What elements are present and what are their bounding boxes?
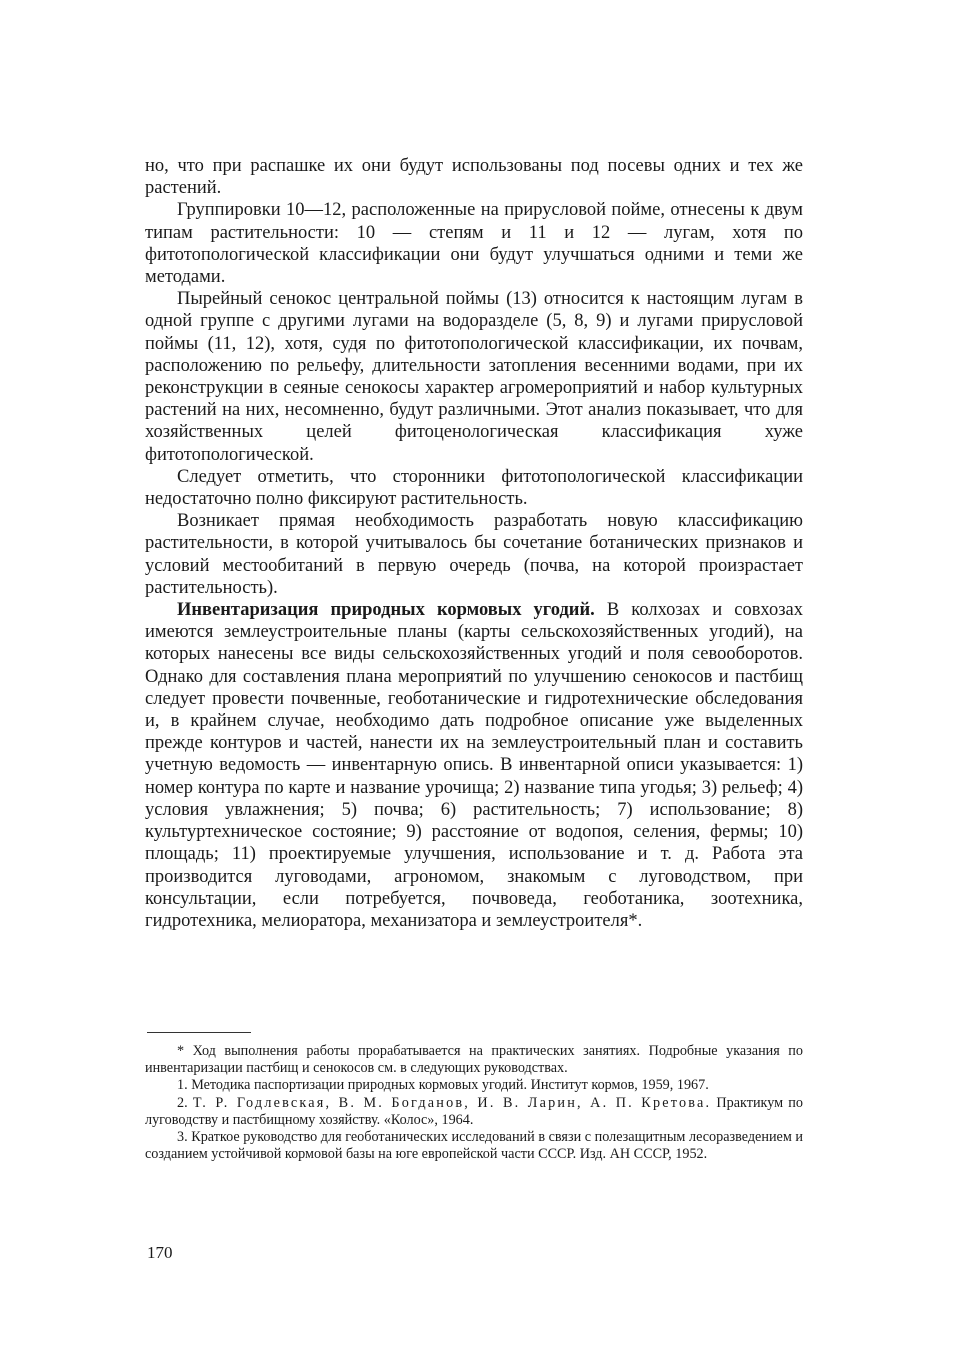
- paragraph-new-classification: Возникает прямая необходимость разработать новую классификацию растительности, в которой учитывалось бы сочетание ботанических признаков и условий местообитаний в первую очередь (почва, на которой произрастает растительность).: [145, 511, 803, 598]
- paragraph-wheatgrass-hayfield: Пырейный сенокос центральной поймы (13) относится к настоящим лугам в одной группе с другими лугами на водоразделе (5, 8, 9) и лугами прирусловой поймы (11, 12), хотя, судя по фитотопологической классификации, их почвам, расположению по рельефу, длительности затопления весенними водами, при их реконструкции в сеяные сенокосы характер агромероприятий и набор культурных растений на них, несомненно, будут различными. Этот анализ показывает, что для хозяйственных целей фитоценологическая классификация хуже фитотопологической.: [145, 289, 803, 465]
- footnote-ref-2-number: 2.: [177, 1094, 193, 1111]
- paragraph-continuation: но, что при распашке их они будут использованы под посевы одних и тех же растений.: [145, 156, 803, 199]
- footnotes-block: [145, 1043, 803, 1163]
- section-text-inventory: В колхозах и совхозах имеются землеустроительные планы (карты сельскохозяйственных угодий), на которых нанесены все виды сельскохозяйственных угодий и поля севооборотов. Однако для составления плана мероприятий по улучшению сенокосов и пастбищ следует провести почвенные, геоботанические и гидротехнические обследования и, в крайнем случае, необходимо дать подробное описание уже выделенных прежде контуров и частей, нанести их на землеустроительный план и составить учетную ведомость — инвентарную опись. В инвентарной описи указывается: 1) номер контура по карте и название урочища; 2) название типа угодья; 3) рельеф; 4) условия увлажнения; 5) почва; 6) растительность; 7) использование; 8) культуртехническое состояние; 9) расстояние от водопоя, селения, фермы; 10) площадь; 11) проектируемые улучшения, использование и т. д. Работа эта производится луговодами, агрономом, знакомым с луговодством, при консультации, если потребуется, почвоведа, геоботаника, зоотехника, гидротехника, мелиоратора, механизатора и землеустроителя*.: [145, 600, 803, 931]
- paragraph-groupings: Группировки 10—12, расположенные на прирусловой пойме, отнесены к двум типам растительности: 10 — степям и 11 и 12 — лугам, хотя по фитотопологической классификации они будут улучшаться одними и теми же методами.: [145, 200, 803, 288]
- footnote-ref-1: 1. Методика паспортизации природных кормовых угодий. Институт кормов, 1959, 1967.: [177, 1077, 709, 1094]
- section-heading-inventory: Инвентаризация природных кормовых угодий.: [177, 600, 595, 621]
- footnote-ref-3: 3. Краткое руководство для геоботанических исследований в связи с полезащитным лесоразведением и созданием устойчивой кормовой базы на юге европейской части СССР. Изд. АН СССР, 1952.: [145, 1129, 803, 1163]
- paragraph-inventory-section: [145, 599, 803, 932]
- footnote-ref-2: [145, 1095, 803, 1129]
- main-text-block: [145, 155, 803, 932]
- footnote-asterisk: * Ход выполнения работы прорабатывается на практических занятиях. Подробные указания по инвентаризации пастбищ и сенокосов см. в следующих руководствах.: [145, 1043, 803, 1077]
- footnote-ref-2-authors: Т. Р. Годлевская, В. М. Богданов, И. В. Ларин, А. П. Кретова.: [192, 1094, 712, 1111]
- page-number: 170: [147, 1243, 173, 1262]
- footnote-divider: [147, 1032, 251, 1033]
- paragraph-supporters-note: Следует отметить, что сторонники фитотопологической классификации недостаточно полно фиксируют растительность.: [145, 466, 803, 510]
- footnote-ref-2-title: Практикум по луговодству и пастбищному хозяйству. «Колос», 1964.: [145, 1094, 803, 1128]
